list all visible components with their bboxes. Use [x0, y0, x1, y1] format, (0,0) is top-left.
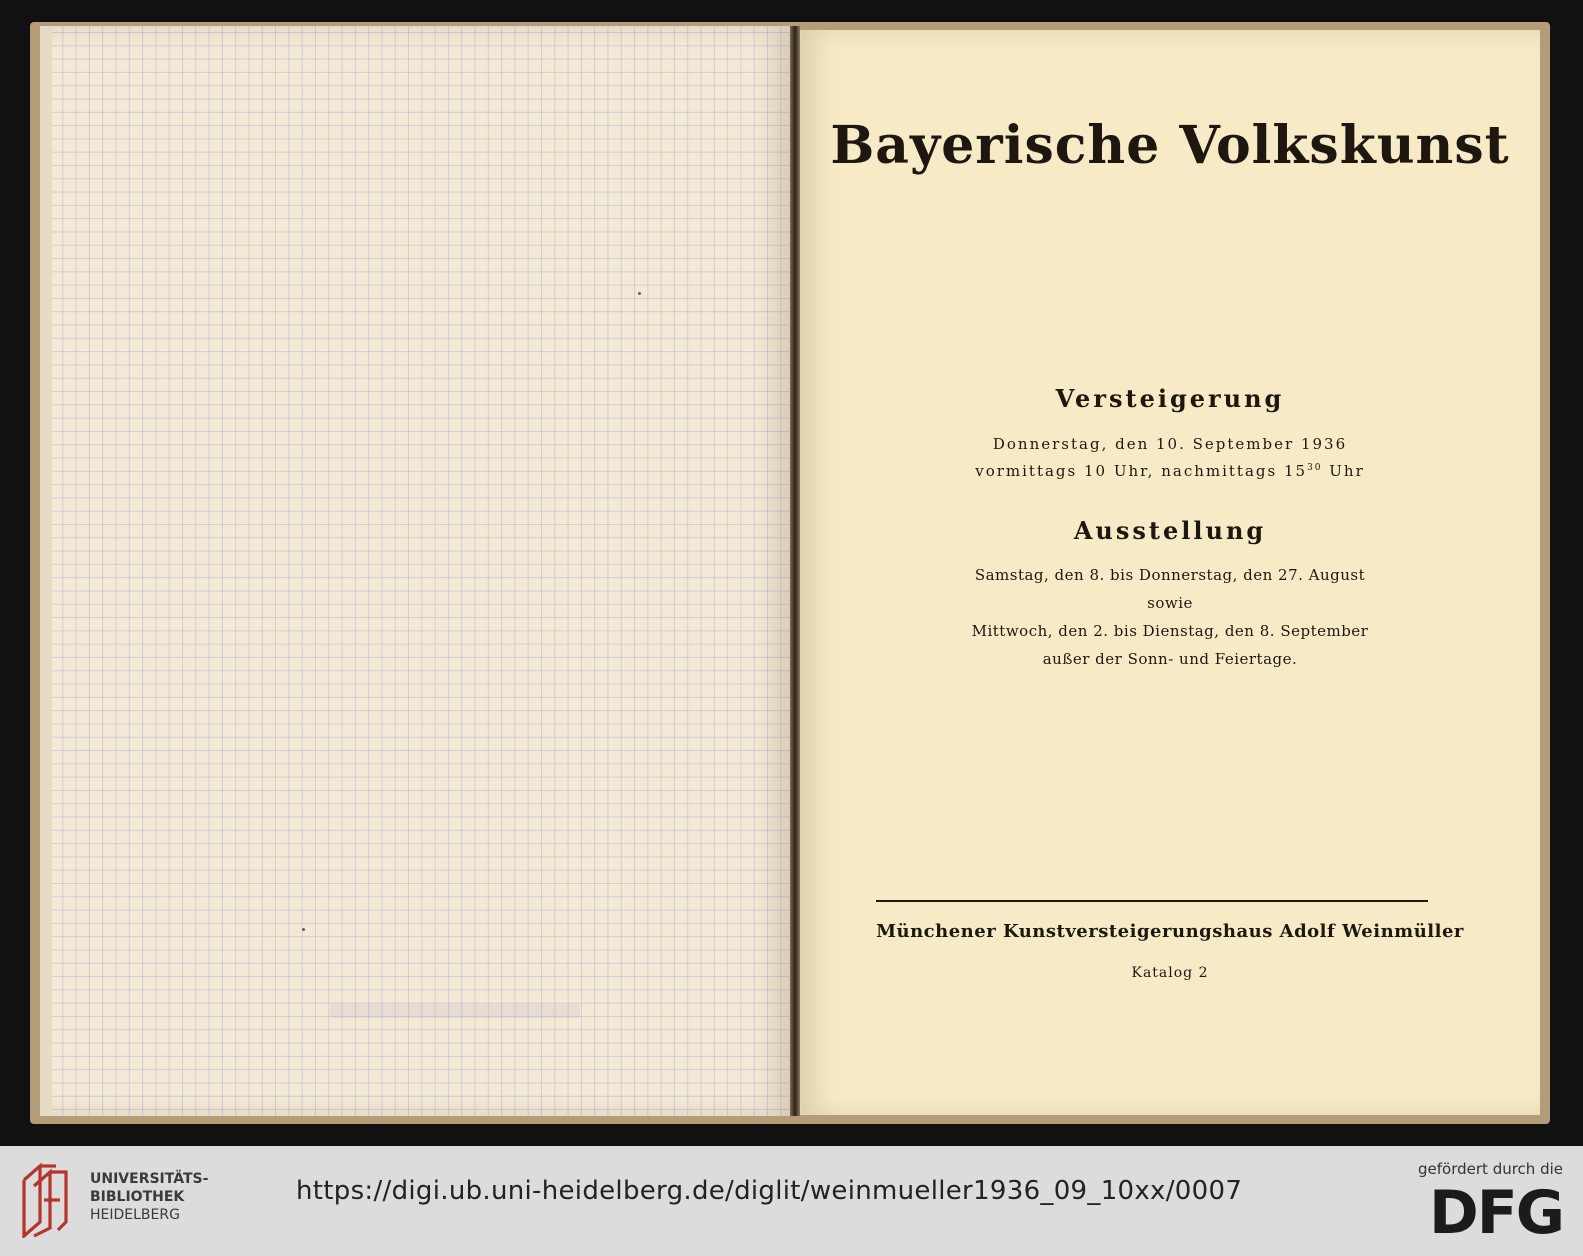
exhibition-line: Mittwoch, den 2. bis Dienstag, den 8. September	[971, 622, 1369, 640]
library-name-line: HEIDELBERG	[90, 1207, 180, 1223]
auction-times-suffix: Uhr	[1322, 462, 1365, 480]
auction-heading: Versteigerung	[1055, 384, 1285, 413]
exhibition-line: Samstag, den 8. bis Donnerstag, den 27. August	[974, 566, 1366, 584]
paper-speck	[638, 292, 641, 295]
left-page-grid-paper	[40, 26, 792, 1116]
library-name-line: UNIVERSITÄTS-	[90, 1171, 209, 1187]
dfg-logo: DFG	[1428, 1178, 1563, 1248]
exhibition-line: sowie	[1147, 594, 1193, 612]
auction-date: Donnerstag, den 10. September 1936	[992, 435, 1348, 453]
exhibition-heading: Ausstellung	[1073, 516, 1267, 545]
funded-by-label: gefördert durch die	[1418, 1160, 1563, 1178]
catalog-number: Katalog 2	[1131, 965, 1209, 981]
auction-times-superscript: 30	[1307, 463, 1323, 473]
auction-times	[800, 462, 1540, 480]
library-name	[90, 1170, 208, 1224]
left-page-margin	[40, 26, 52, 1116]
book-gutter	[790, 26, 800, 1116]
exhibition-line: außer der Sonn- und Feiertage.	[1042, 650, 1298, 668]
library-name-line: BIBLIOTHEK	[90, 1189, 185, 1205]
publisher-name: Münchener Kunstversteigerungshaus Adolf Weinmüller	[876, 921, 1464, 942]
auction-times-prefix: vormittags 10 Uhr, nachmittags 15	[975, 462, 1308, 480]
page-title: Bayerische Volkskunst	[830, 115, 1510, 176]
university-library-logo-icon	[18, 1160, 78, 1238]
permalink-url[interactable]: https://digi.ub.uni-heidelberg.de/diglit/weinmueller1936_09_10xx/0007	[296, 1176, 1243, 1206]
right-page-title-page	[800, 30, 1540, 1115]
faint-pencil-mark	[330, 1004, 580, 1018]
viewer-footer	[0, 1146, 1583, 1256]
horizontal-rule	[876, 900, 1428, 902]
paper-speck	[302, 928, 305, 931]
